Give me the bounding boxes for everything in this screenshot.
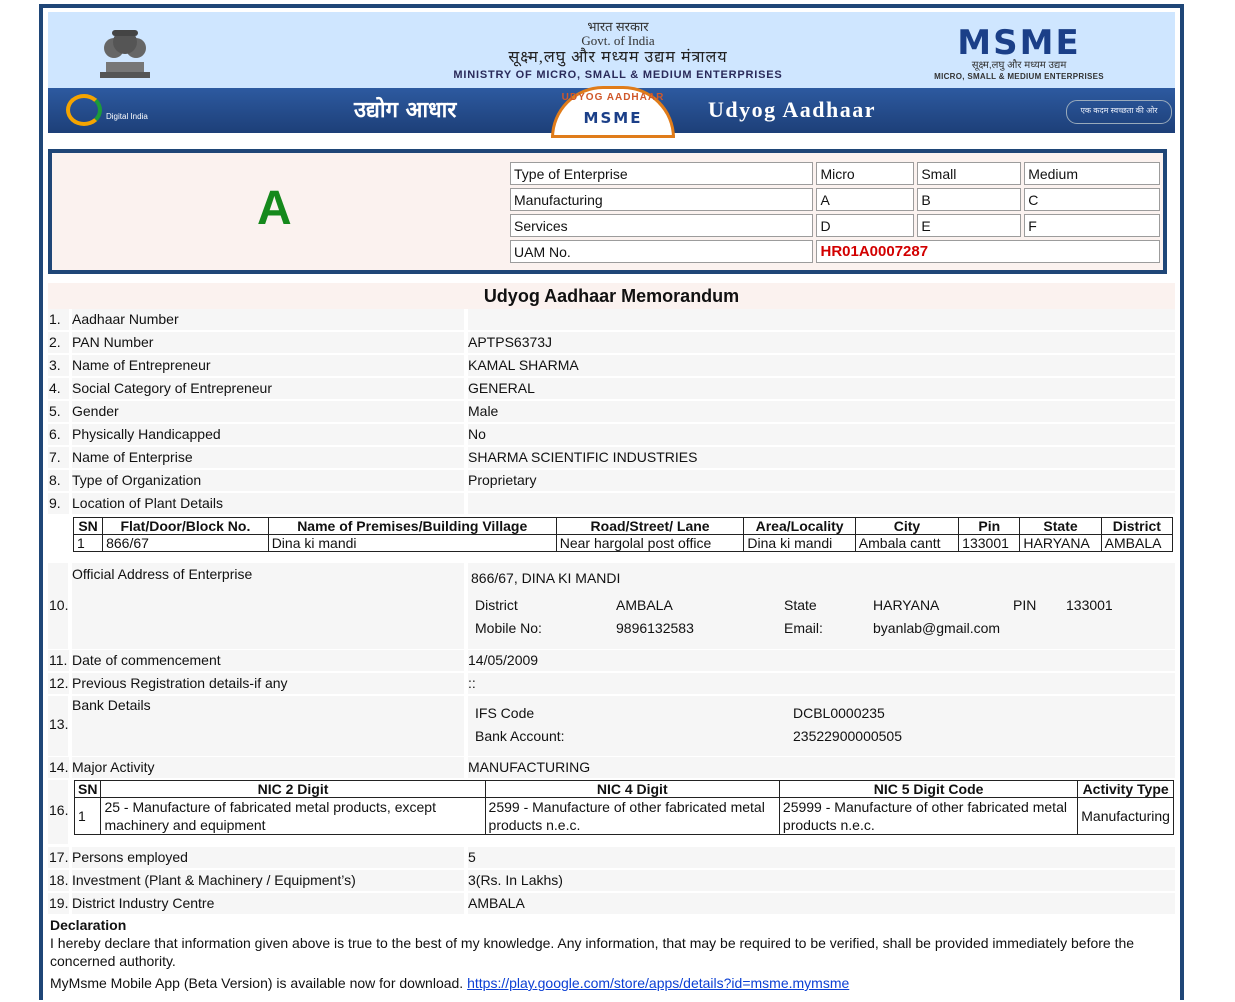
plant-col-district: District [1101, 518, 1172, 535]
declaration-title: Declaration [50, 917, 127, 933]
plant-pin: 133001 [959, 535, 1020, 552]
row-label: Previous Registration details-if any [72, 673, 464, 694]
row-label: Social Category of Entrepreneur [72, 378, 464, 399]
plant-col-state: State [1020, 518, 1101, 535]
small-cell: Small [917, 162, 1021, 185]
row-value: 3(Rs. In Lakhs) [468, 870, 1175, 891]
row-number: 3. [48, 355, 69, 376]
row-enterprise-name [48, 447, 1175, 470]
row-value: AMBALA [468, 893, 1175, 914]
mobile-label: Mobile No: [475, 620, 542, 636]
memorandum-rows [48, 309, 1175, 516]
row-pan-number [48, 332, 1175, 355]
row-value: :: [468, 673, 1175, 694]
row-number: 8. [48, 470, 69, 491]
memorandum-row-14 [48, 757, 1175, 780]
nic-sn: 1 [75, 798, 101, 835]
nic-2digit: 25 - Manufacture of fabricated metal products, except machinery and equipment [101, 798, 485, 835]
row-value: 5 [468, 847, 1175, 868]
plant-sn: 1 [74, 535, 103, 552]
app-download-text: MyMsme Mobile App (Beta Version) is available now for download. [50, 975, 464, 991]
row-number: 7. [48, 447, 69, 468]
row-value [468, 309, 1175, 330]
ifs-value: DCBL0000235 [793, 705, 885, 721]
header-top [48, 12, 1175, 88]
table-row [75, 798, 1174, 835]
seal-msme-text: MSME [583, 109, 643, 127]
row-value: No [468, 424, 1175, 445]
row-value: Proprietary [468, 470, 1175, 491]
row-label: Major Activity [72, 757, 464, 778]
row-value: GENERAL [468, 378, 1175, 399]
uam-label: UAM No. [510, 240, 813, 263]
nic-col-activity: Activity Type [1078, 781, 1174, 798]
row-number: 11. [48, 650, 69, 671]
row-organization-type [48, 470, 1175, 493]
row-label: PAN Number [72, 332, 464, 353]
row-number: 5. [48, 401, 69, 422]
district-value: AMBALA [616, 597, 673, 613]
plant-location-table [73, 517, 1173, 552]
plant-col-sn: SN [74, 518, 103, 535]
plant-header-row [74, 518, 1173, 535]
bank-label: Bank Details [72, 697, 151, 713]
plant-col-premises: Name of Premises/Building Village [268, 518, 556, 535]
plant-state: HARYANA [1020, 535, 1101, 552]
digital-india-icon [66, 94, 102, 126]
type-of-enterprise-cell: Type of Enterprise [510, 162, 813, 185]
row-value: MANUFACTURING [468, 757, 1175, 778]
row-aadhaar-number [48, 309, 1175, 332]
district-label: District [475, 597, 518, 613]
row-number: 14. [48, 757, 69, 778]
nic-col-sn: SN [75, 781, 101, 798]
udyog-aadhaar-hindi: उद्योग आधार [354, 97, 457, 123]
header-band [48, 88, 1175, 133]
ministry-hindi-text: सूक्ष्म,लघु और मध्यम उद्यम मंत्रालय [508, 49, 728, 66]
micro-cell: Micro [816, 162, 914, 185]
bank-account-value: 23522900000505 [793, 728, 903, 744]
memorandum-title: Udyog Aadhaar Memorandum [48, 283, 1175, 309]
enterprise-type-table [507, 159, 1163, 266]
manufacturing-small: B [917, 188, 1021, 211]
declaration-section [50, 916, 1175, 992]
email-label: Email: [784, 620, 823, 636]
ifs-label: IFS Code [475, 705, 535, 721]
memorandum-rows-11-12 [48, 650, 1175, 696]
enterprise-category-box [48, 149, 1167, 274]
state-label: State [784, 597, 817, 613]
plant-col-area: Area/Locality [744, 518, 855, 535]
nic-header-row [75, 781, 1174, 798]
manufacturing-micro: A [816, 188, 914, 211]
official-address-label: Official Address of Enterprise [72, 566, 253, 582]
row-gender [48, 401, 1175, 424]
digital-india-text: Digital India [106, 112, 148, 121]
row-value: APTPS6373J [468, 332, 1175, 353]
category-letter: A [257, 182, 292, 235]
row-value: SHARMA SCIENTIFIC INDUSTRIES [468, 447, 1175, 468]
row-number: 17. [48, 847, 69, 868]
services-small: E [917, 214, 1021, 237]
memorandum-rows-17-19 [48, 847, 1175, 916]
row-label: Name of Entrepreneur [72, 355, 464, 376]
govt-of-india-text: Govt. of India [581, 33, 655, 48]
manufacturing-medium: C [1024, 188, 1160, 211]
row-value [468, 493, 1175, 514]
msme-logo [914, 23, 1124, 81]
uam-number: HR01A0007287 [816, 240, 1160, 263]
nic-table [74, 780, 1174, 835]
row-label: Gender [72, 401, 464, 422]
services-label: Services [510, 214, 813, 237]
nic-col-4digit: NIC 4 Digit [485, 781, 779, 798]
enterprise-header-row [510, 162, 1160, 185]
ministry-heading [348, 20, 888, 82]
row-district-industry-centre [48, 893, 1175, 916]
row-number: 12. [48, 673, 69, 694]
msme-hindi-text: सूक्ष्म,लघु और मध्यम उद्यम [971, 60, 1067, 71]
medium-cell: Medium [1024, 162, 1160, 185]
plant-city: Ambala cantt [855, 535, 958, 552]
table-row [74, 535, 1173, 552]
bank-account-label: Bank Account: [475, 728, 565, 744]
services-medium: F [1024, 214, 1160, 237]
app-download-link[interactable]: https://play.google.com/store/apps/details?id=msme.mymsme [467, 975, 850, 991]
plant-area: Dina ki mandi [744, 535, 855, 552]
row-number: 19. [48, 893, 69, 914]
row-number: 18. [48, 870, 69, 891]
row-value: KAMAL SHARMA [468, 355, 1175, 376]
row-persons-employed [48, 847, 1175, 870]
plant-flat: 866/67 [103, 535, 269, 552]
mobile-value: 9896132583 [616, 620, 694, 636]
app-download-line [50, 974, 1175, 992]
row-major-activity [48, 757, 1175, 780]
swachh-bharat-icon: एक कदम स्वच्छता की ओर [1066, 100, 1172, 124]
ministry-english-text: MINISTRY OF MICRO, SMALL & MEDIUM ENTERPRISES [453, 69, 783, 81]
msme-logo-text: MSME [957, 23, 1081, 63]
uam-row [510, 240, 1160, 263]
row-number: 4. [48, 378, 69, 399]
plant-col-road: Road/Street/ Lane [556, 518, 744, 535]
national-emblem-icon [92, 22, 158, 84]
manufacturing-label: Manufacturing [510, 188, 813, 211]
row-value: 14/05/2009 [468, 650, 1175, 671]
row-label: District Industry Centre [72, 893, 464, 914]
nic-col-2digit: NIC 2 Digit [101, 781, 485, 798]
row-entrepreneur-name [48, 355, 1175, 378]
row-label: Location of Plant Details [72, 493, 464, 514]
row-number: 1. [48, 309, 69, 330]
row-label: Date of commencement [72, 650, 464, 671]
row-date-of-commencement [48, 650, 1175, 673]
row-label: Aadhaar Number [72, 309, 464, 330]
hindi-govt-text: भारत सरकार [587, 19, 649, 34]
plant-col-city: City [855, 518, 958, 535]
digital-india-logo [66, 94, 176, 126]
row-physically-handicapped [48, 424, 1175, 447]
row-label: Type of Organization [72, 470, 464, 491]
seal-ring-text: UDYOG AADHAAR [561, 92, 665, 103]
official-address-number: 10. [49, 597, 69, 613]
nic-5digit: 25999 - Manufacture of other fabricated metal products n.e.c. [779, 798, 1077, 835]
nic-col-5digit: NIC 5 Digit Code [779, 781, 1077, 798]
row-label: Name of Enterprise [72, 447, 464, 468]
plant-col-flat: Flat/Door/Block No. [103, 518, 269, 535]
plant-district: AMBALA [1101, 535, 1172, 552]
row-social-category [48, 378, 1175, 401]
official-address-line: 866/67, DINA KI MANDI [471, 570, 621, 586]
pin-value: 133001 [1066, 597, 1113, 613]
row-previous-registration [48, 673, 1175, 696]
plant-col-pin: Pin [959, 518, 1020, 535]
row-label: Investment (Plant & Machinery / Equipment’s) [72, 870, 464, 891]
manufacturing-row [510, 188, 1160, 211]
nic-4digit: 2599 - Manufacture of other fabricated metal products n.e.c. [485, 798, 779, 835]
row-number: 9. [48, 493, 69, 514]
msme-english-text: MICRO, SMALL & MEDIUM ENTERPRISES [934, 72, 1104, 81]
row-label: Persons employed [72, 847, 464, 868]
email-value: byanlab@gmail.com [873, 620, 1001, 636]
services-row [510, 214, 1160, 237]
declaration-text: I hereby declare that information given above is true to the best of my knowledge. Any information, that may be required to be verified, shall be provided immediately before the concerned authority. [50, 935, 1135, 969]
row-plant-location [48, 493, 1175, 516]
state-value: HARYANA [873, 597, 940, 613]
certificate-frame [39, 4, 1184, 1000]
row-number: 2. [48, 332, 69, 353]
services-micro: D [816, 214, 914, 237]
row-number: 6. [48, 424, 69, 445]
nic-number: 16. [49, 802, 69, 818]
row-label: Physically Handicapped [72, 424, 464, 445]
nic-activity: Manufacturing [1078, 798, 1174, 835]
plant-premises: Dina ki mandi [268, 535, 556, 552]
bank-number: 13. [49, 716, 69, 732]
plant-road: Near hargolal post office [556, 535, 744, 552]
row-investment [48, 870, 1175, 893]
udyog-aadhaar-english: Udyog Aadhaar [708, 97, 877, 122]
row-value: Male [468, 401, 1175, 422]
udyog-aadhaar-seal [551, 86, 675, 138]
pin-label: PIN [1013, 597, 1037, 613]
